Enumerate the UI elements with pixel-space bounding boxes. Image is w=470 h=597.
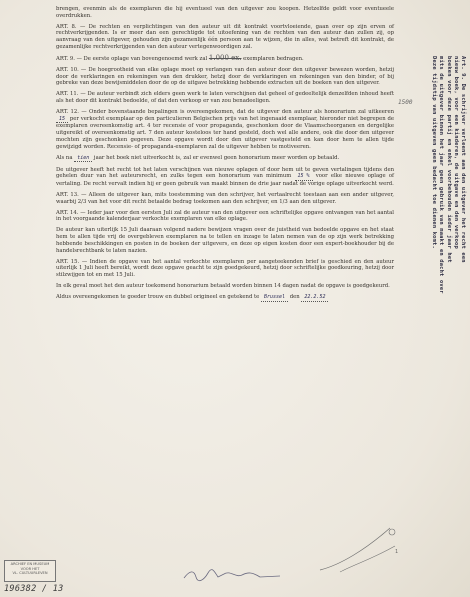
article-11: ART. 11. — De auteur verbindt zich elders geen werk te laten verschijnen dat geheel of gedeeltelijk denzelfden inhoud heeft als het door dit kontrakt bedoelde, of dat den verkoop er van zou benadeeligen. [56, 91, 394, 104]
author-signature [180, 568, 290, 582]
contract-body [56, 6, 394, 306]
article-15-payment: In elk geval moet het den auteur toekomend honorarium betaald worden binnen 14 dagen nadat de opgave is goedgekeurd. [56, 283, 390, 289]
article-14-proof: De auteur kan uiterlijk 15 Juli daaraan volgend nadere bewijzen vragen over de juistheid van bedoelde opgave en het staat hem te allen tijde vrij de overgebleven exemplaren na te tellen en inzage te laten nemen van de op zijn werk betrekking hebbende beschikkingen en posten in de boeken der uitgevers, en deze op eigen kosten door een expert-boekhouder bij de handelsrechtbank te laten nazien. [56, 227, 394, 254]
margin-note: 1500 [398, 99, 413, 106]
archive-stamp: ARCHIEF EN MUSEUM VOOR HET VL. CULTUURLEVEN [4, 560, 56, 582]
typed-line: boeken voor deze partij en enkel voorbehouden ieder jaar het [445, 56, 452, 263]
article-8: ART. 8. — De rechten en verplichtingen van den auteur uit dit kontrakt voortvloeiende, gaan over op zijn erven of rechtverkrijgenden. Is er meer dan een gerechtigde tot uitoefening van de rechten van den auteur dan zullen zij, op aanvraag van den uitgever, gehouden zijn gezamenlijk één persoon aan te wijzen, die in alles, wat betreft dit kontrakt, de gezamenlijke rechtverkrijgenden van den auteur vertegenwoordigen zal. [56, 23, 394, 50]
article-10: ART. 10. — De hoegrootheid van elke oplage moet op verlangen van den auteur door den uitgever bewezen worden, hetzij door de verklaringen en rekeningen van den drukker, hetzij door de verklaringen en rekeningen van den binder, of bij gebreke van deze bewijsmiddelen door de op de uitgave betrekking hebbende extracten uit de boeken van den uitgever. [56, 66, 394, 87]
reprint-percent-field: 15 % [295, 173, 313, 181]
typed-annex [430, 56, 466, 386]
typed-line: Deze tijdstip van uitgeven geen bedacht toe dienen komt. [431, 56, 438, 249]
article-14: ART. 14. — Ieder jaar voor den eersten Juli zal de auteur van den uitgever een schriftelijke opgave ontvangen van het aantal in het voorgaande kalenderjaar verkochte exemplaren van elke oplage. [56, 209, 394, 223]
article-13: ART. 13. — Alleen de uitgever kan, mits toestemming van den schrijver, het vertaalrecht toestaan aan een ander uitgever, waarbij 2/3 van het voor dit recht betaalde bedrag toekomen aan den schrijver, en 1/3 aan den uitgever. [56, 192, 394, 205]
article-9: ART. 9. — De eerste oplage van bovengenoemd werk zal 1.000 ex. exemplaren bedragen. [56, 53, 304, 62]
typed-line: Art. 9. De schrijver verleent aan den uitgever het recht een [460, 56, 466, 263]
honorarium-field: 15 [56, 116, 68, 124]
article-12: ART. 12. — Onder bovenstaande bepalingen is overeengekomen, dat de uitgever den auteur als honorarium zal uitkeeren 15 per verkocht exemplaar op den particulieren Belgischen prijs van het ingenaaid exemplaar, hieronder niet begrepen de exemplaren overeenkomstig art. 4 ter recensie of voor propaganda, geschonken door de Vlaamscheorganen en dergelijke uitgereikt of overeenkomstig art. 7 den auteur kosteloos ter hand gesteld, doch wel alle andere, ook die door den uitgever mochten zijn geschonken gegeven. Deze opgave wordt door den uitgever vastgesteld en kan door hem te allen tijde gewijzigd worden. Recensie- of propaganda-exemplaren zal de uitgever hebben te motiveeren. [56, 108, 394, 150]
inventory-number: 196382 / 13 [4, 584, 64, 594]
date-field: 22.2.52 [301, 294, 328, 302]
typed-line: mits de uitgever binnen het jaar geen gebruik van maakt en dacht over [438, 56, 445, 294]
corner-mark: 1 [395, 549, 399, 555]
years-field: tien [74, 155, 92, 163]
typed-line: nieuw boek, voor een kinderen, de uitgave en den verkoop [452, 56, 459, 249]
struck-value: 1.000 ex. [208, 53, 242, 62]
closing-clause: Aldus overeengekomen te goeder trouw en dubbel origineel en getekend te Brussel den 22.2.52 [56, 294, 394, 302]
article-12-reprints: De uitgever heeft het recht tot het laten verschijnen van nieuwe oplagen of door hem uit te geven vertalingen tijdens den gehelen duur van het auteursrecht, en zulks tegen een honorarium van minimum 15 % voor elke nieuwe oplage of vertaling. De recht vervalt indien hij er geen gebruik van maakt binnen de drie jaar nadat de vorige oplage uitverkocht werd. [56, 166, 394, 188]
place-field: Brussel [261, 294, 288, 302]
article-15: ART. 15. — Indien de opgave van het aantal verkochte exemplaren per aangeteekenden brief is geschied en den auteur uiterlijk 1 Juli heeft bereikt, wordt deze opgave geacht te zijn goedgekeurd, hetzij door schriftelijke goedkeuring, hetzij door stilzwijgen tot en met 15 Juli. [56, 258, 394, 279]
paragraph-intro: brengen, evenmin als de exemplaren die hij eventueel van den uitgever zou koopen. Hetzelfde geldt voor eventueele overdrukken. [56, 6, 394, 19]
article-12-years: Als na tien jaar het boek niet uitverkocht is, zal er evenwel geen honorarium meer worden op betaald. [56, 154, 340, 161]
